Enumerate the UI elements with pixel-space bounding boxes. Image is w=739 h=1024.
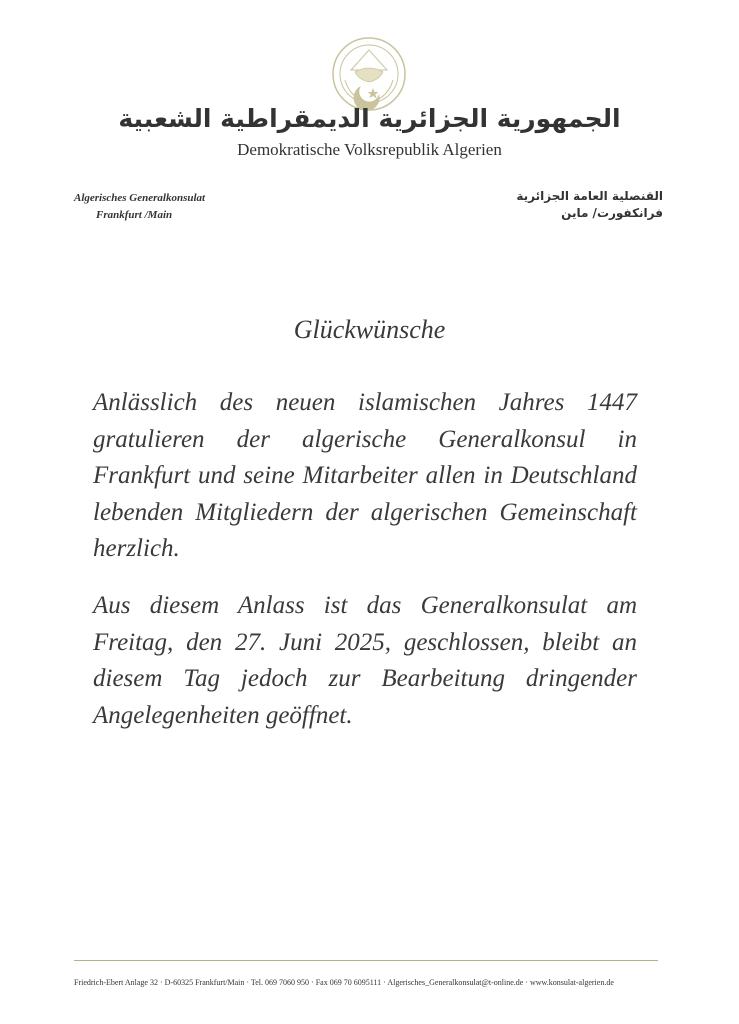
algeria-emblem-icon <box>331 36 407 112</box>
consulate-ar-line1: القنصلية العامة الجزائرية <box>516 189 663 203</box>
footer-divider <box>74 960 658 961</box>
footer-address: Friedrich-Ebert Anlage 32 · D-60325 Frankfurt/Main · Tel. 069 7060 950 · Fax 069 70 6095111 · Algerisches_Generalkonsulat@t-online.de · www.konsulat-algerien.de <box>74 978 614 987</box>
arabic-country-title: الجمهورية الجزائرية الديمقراطية الشعبية <box>118 104 621 133</box>
consulate-name-german <box>74 190 274 224</box>
consulate-name-arabic <box>463 188 663 222</box>
german-country-title: Demokratische Volksrepublik Algerien <box>237 140 502 159</box>
consulate-de-line2: Frankfurt /Main <box>96 209 173 221</box>
consulate-ar-line2: فرانكفورت/ ماين <box>561 206 663 220</box>
consulate-de-line1: Algerisches Generalkonsulat <box>74 192 206 204</box>
greeting-heading: Glückwünsche <box>293 315 446 344</box>
paragraph-new-year: Anlässlich des neuen islamischen Jahres 1447 gratulieren der algerische Generalkonsul in Frankfurt und seine Mitarbeiter allen in Deutschland lebenden Mitgliedern der algerischen Gemeinschaft herzlich. <box>93 389 637 562</box>
paragraph-closure-notice: Aus diesem Anlass ist das Generalkonsulat am Freitag, den 27. Juni 2025, geschlossen, bleibt an diesem Tag jedoch zur Bearbeitung dringender Angelegenheiten geöffnet. <box>93 592 637 729</box>
